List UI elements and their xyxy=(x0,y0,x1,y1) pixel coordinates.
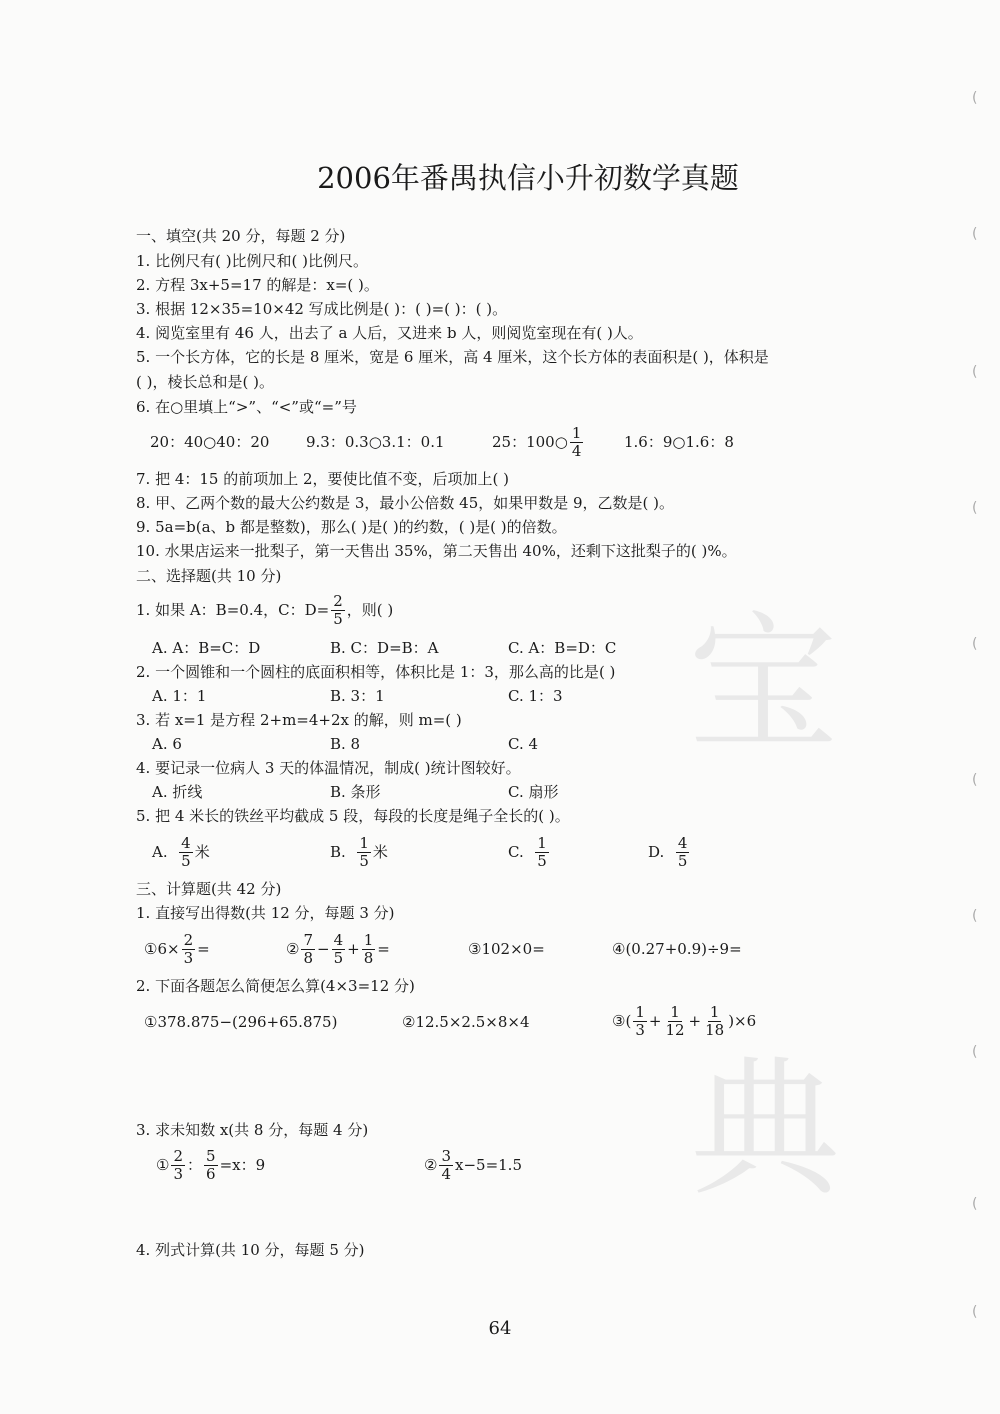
fraction: $\frac{5}{6}$ xyxy=(206,1146,216,1183)
fraction: $\frac{1}{12}$ xyxy=(665,1002,685,1039)
expr-part: )×6 xyxy=(728,1012,757,1030)
side-mark: ( xyxy=(972,500,978,516)
choice-option: B. 条形 xyxy=(330,783,381,801)
side-mark: ( xyxy=(972,1196,978,1212)
fraction: $\frac{1}{5}$ xyxy=(537,833,547,870)
calc-item-3b xyxy=(424,1144,522,1186)
section-calc-heading: 三、计算题(共 42 分) xyxy=(136,880,282,898)
fraction: $\frac{4}{5}$ xyxy=(333,930,344,967)
option-label: C. xyxy=(508,843,524,861)
page-number: 64 xyxy=(488,1318,512,1339)
side-mark: ( xyxy=(972,636,978,652)
section-choice-heading: 二、选择题(共 10 分) xyxy=(136,567,282,585)
fraction: $\frac{4}{5}$ xyxy=(181,833,191,870)
fraction: $\frac{1}{8}$ xyxy=(363,930,374,967)
compare-item-1: 20：40○40：20 xyxy=(150,433,270,451)
calc-item-2c xyxy=(612,1000,756,1042)
choice-option: A. 折线 xyxy=(152,783,203,801)
fill-question-9: 9. 5a=b(a、b 都是整数)，那么( )是( )的约数，( )是( )的倍数。 xyxy=(136,518,567,536)
choice-question-4: 4. 要记录一位病人 3 天的体温情况，制成( )统计图较好。 xyxy=(136,759,521,777)
fill-question-8: 8. 甲、乙两个数的最大公约数是 3，最小公倍数 45，如果甲数是 9，乙数是( )。 xyxy=(136,494,675,512)
side-mark: ( xyxy=(972,226,978,242)
option-unit: 米 xyxy=(194,843,210,861)
choice-option: A. 1：1 xyxy=(152,687,207,705)
choice-option: A. A：B=C：D xyxy=(152,639,261,657)
operator: + xyxy=(648,1012,662,1030)
compare-item-2: 9.3：0.3○3.1：0.1 xyxy=(306,433,445,451)
choice-option: B. C：D=B：A xyxy=(330,639,439,657)
expr-part: ② xyxy=(424,1156,438,1174)
fraction: $\frac{2}{3}$ xyxy=(183,930,194,967)
fraction: $\frac{2}{5}$ xyxy=(333,591,343,628)
fill-question-1: 1. 比例尺有( )比例尺和( )比例尺。 xyxy=(136,252,369,270)
calc-item-1a xyxy=(144,928,210,970)
choice-option-b xyxy=(330,832,388,872)
choice-option-c xyxy=(508,832,551,872)
choice-option: C. 扇形 xyxy=(508,783,559,801)
choice-option: C. 4 xyxy=(508,735,539,753)
calc-item-3a xyxy=(156,1144,265,1186)
calc-part-2: 2. 下面各题怎么简便怎么算(4×3=12 分) xyxy=(136,977,415,995)
operator: + xyxy=(347,940,360,958)
choice-option: B. 3：1 xyxy=(330,687,385,705)
expr-part: =x：9 xyxy=(219,1156,266,1174)
calc-item-1c: ③102×0= xyxy=(468,940,545,958)
expr-part: = xyxy=(197,940,210,958)
choice-option: A. 6 xyxy=(152,735,182,753)
side-mark: ( xyxy=(972,90,978,106)
fill-question-3: 3. 根据 12×35=10×42 写成比例是( )：( )=( )：( )。 xyxy=(136,300,508,318)
operator: − xyxy=(317,940,330,958)
page-title: 2006年番禺执信小升初数学真题 xyxy=(317,161,739,195)
fraction: $\frac{2}{3}$ xyxy=(173,1146,183,1183)
fill-question-2: 2. 方程 3x+5=17 的解是：x=( )。 xyxy=(136,276,379,294)
expr-part: ① xyxy=(156,1156,170,1174)
fraction: $\frac{1}{18}$ xyxy=(705,1002,725,1039)
expr-part: = xyxy=(377,940,390,958)
option-label: B. xyxy=(330,843,346,861)
fill-question-7: 7. 把 4：15 的前项加上 2，要使比值不变，后项加上( ) xyxy=(136,470,510,488)
calc-part-4: 4. 列式计算(共 10 分，每题 5 分) xyxy=(136,1241,365,1259)
calc-part-3: 3. 求未知数 x(共 8 分，每题 4 分) xyxy=(136,1121,369,1139)
calc-part-1: 1. 直接写出得数(共 12 分，每题 3 分) xyxy=(136,904,395,922)
calc-item-1d: ④(0.27+0.9)÷9= xyxy=(612,940,742,958)
watermark-char-1: 宝 xyxy=(688,598,839,772)
choice-option-a xyxy=(152,832,210,872)
option-label: A. xyxy=(152,843,168,861)
choice-option: B. 8 xyxy=(330,735,361,753)
choice-question-5: 5. 把 4 米长的铁丝平均截成 5 段，每段的长度是绳子全长的( )。 xyxy=(136,807,570,825)
choice-option-d xyxy=(648,832,691,872)
operator: + xyxy=(688,1012,702,1030)
choice-question-3: 3. 若 x=1 是方程 2+m=4+2x 的解，则 m=( ) xyxy=(136,711,462,729)
expr-part: x−5=1.5 xyxy=(455,1156,522,1174)
side-mark: ( xyxy=(972,364,978,380)
choice-question-1-post: ，则( ) xyxy=(346,601,394,619)
calc-item-2b: ②12.5×2.5×8×4 xyxy=(402,1013,530,1031)
section-fill-heading: 一、填空(共 20 分，每题 2 分) xyxy=(136,227,346,245)
fill-question-5a: 5. 一个长方体，它的长是 8 厘米，宽是 6 厘米，高 4 厘米，这个长方体的表面积是( )，体积是 xyxy=(136,348,769,366)
expr-part: ② xyxy=(286,940,300,958)
compare-item-3 xyxy=(492,422,585,462)
side-mark: ( xyxy=(972,908,978,924)
fill-question-5b: ( )，棱长总和是( )。 xyxy=(136,373,274,391)
fraction: $\frac{3}{4}$ xyxy=(441,1146,451,1183)
choice-option: C. A：B=D：C xyxy=(508,639,617,657)
fill-question-6: 6. 在○里填上“>”、“<”或“=”号 xyxy=(136,398,357,416)
calc-item-2a: ①378.875−(296+65.875) xyxy=(144,1013,338,1031)
side-mark: ( xyxy=(972,772,978,788)
side-mark: ( xyxy=(972,1044,978,1060)
calc-item-1b xyxy=(286,928,390,970)
choice-question-1-pre: 1. 如果 A：B=0.4，C：D= xyxy=(136,601,330,619)
fraction: $\frac{7}{8}$ xyxy=(303,930,313,967)
fraction: $\frac{1}{3}$ xyxy=(635,1002,645,1039)
choice-question-1 xyxy=(136,590,393,630)
choice-question-2: 2. 一个圆锥和一个圆柱的底面积相等，体积比是 1：3，那么高的比是( ) xyxy=(136,663,616,681)
operator: ： xyxy=(187,1156,203,1174)
compare-item-3-text: 25：100○ xyxy=(492,433,568,451)
compare-item-4: 1.6：9○1.6：8 xyxy=(624,433,734,451)
side-mark: ( xyxy=(972,1304,978,1320)
fill-question-10: 10. 水果店运来一批梨子，第一天售出 35%，第二天售出 40%，还剩下这批梨子的( )%。 xyxy=(136,542,737,560)
option-unit: 米 xyxy=(372,843,388,861)
option-label: D. xyxy=(648,843,665,861)
choice-option: C. 1：3 xyxy=(508,687,563,705)
fill-question-4: 4. 阅览室里有 46 人，出去了 a 人后，又进来 b 人，则阅览室现在有( )人。 xyxy=(136,324,643,342)
watermark-char-2: 典 xyxy=(690,1043,841,1217)
fraction: $\frac{1}{4}$ xyxy=(571,423,582,460)
fraction: $\frac{1}{5}$ xyxy=(359,833,369,870)
expr-part: ③( xyxy=(612,1012,632,1030)
expr-part: ①6× xyxy=(144,940,180,958)
fraction: $\frac{4}{5}$ xyxy=(677,833,688,870)
